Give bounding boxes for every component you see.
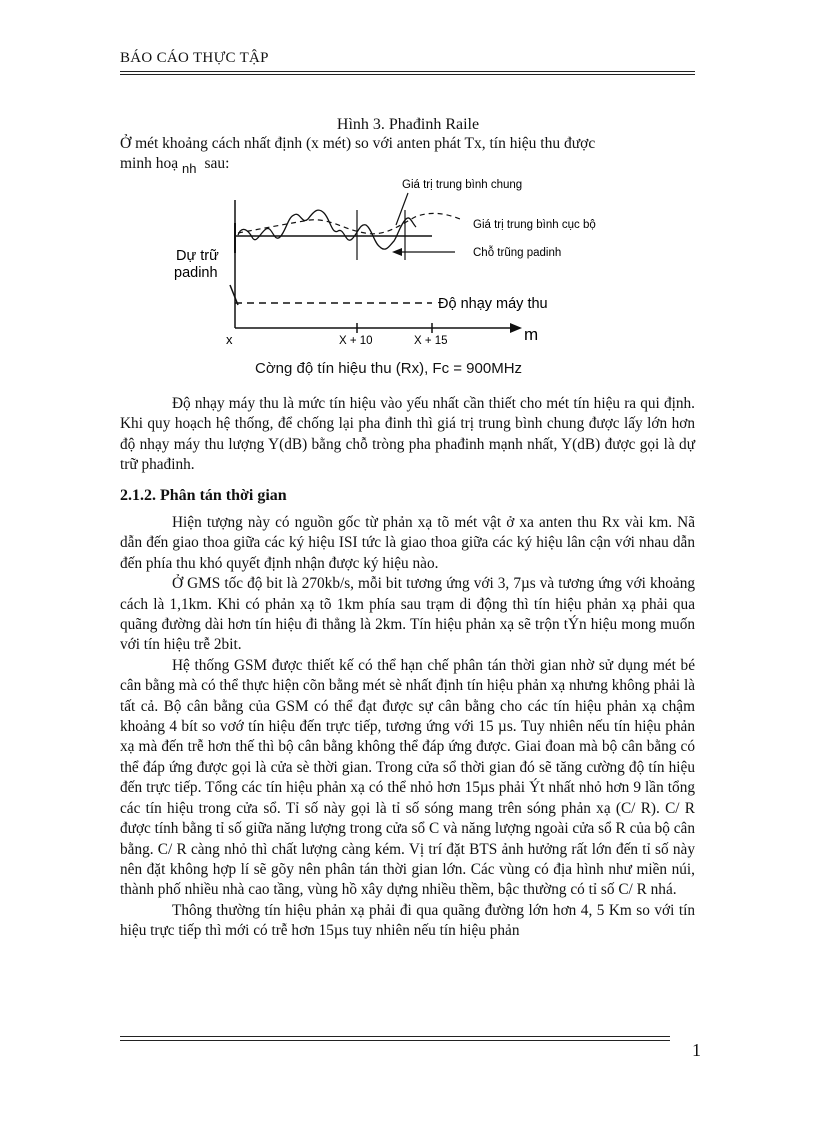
- figure-caption: Cờng độ tín hiệu thu (Rx), Fc = 900MHz: [255, 360, 523, 377]
- tick-label-x15: X + 15: [414, 335, 448, 347]
- page-header-title: BÁO CÁO THỰC TẬP: [120, 50, 269, 66]
- section-heading: 2.1.2. Phân tán thời gian: [120, 487, 287, 504]
- footer-rule: [120, 1036, 670, 1037]
- paragraph: Ở GMS tốc độ bit là 270kb/s, mỗi bit tương ứng với 3, 7µs và tương ứng với khoảng cách là 1,1km. Khi có phản xạ tõ 1km phía sau trạm di động thì tín hiệu phản xạ phải qua quãng đường dài hơn tín hiệu đi thẳng là 2km. Tín hiệu phản xạ sẽ trộn tÝn hiệu mong muốn với tín hiệu trễ 2bit.: [120, 575, 695, 654]
- section-body: [120, 513, 695, 942]
- header-rule: [120, 71, 695, 72]
- footer-rule-double: [120, 1040, 670, 1041]
- tick-label-x: x: [226, 332, 233, 347]
- label-fading-dip: Chỗ trũng padinh: [473, 247, 562, 259]
- paragraph-fading-margin: [120, 394, 695, 476]
- intro-line-1: Ở mét khoảng cách nhất định (x mét) so với anten phát Tx, tín hiệu thu được: [120, 135, 596, 152]
- dip-arrow-head: [392, 248, 402, 256]
- label-margin-2: padinh: [174, 265, 218, 281]
- paragraph: Hiện tượng này có nguồn gốc từ phản xạ tõ mét vật ở xa anten thu Rx vài km. Nã dẫn đến giao thoa giữa các ký hiệu ISI tức là giao thoa giữa các ký hiệu lân cận với nhau dẫn đến phía thu khó quyết định nhận được ký hiệu nào.: [120, 514, 695, 572]
- label-margin-1: Dự trữ: [176, 248, 219, 264]
- intro-nh: nh: [182, 161, 197, 176]
- label-x-axis: m: [524, 325, 539, 344]
- x-axis-arrow: [510, 323, 522, 333]
- tick-label-x10: X + 10: [339, 335, 373, 347]
- label-avg-local: Giá trị trung bình cục bộ: [473, 219, 596, 231]
- intro-line-2b: sau:: [204, 155, 230, 172]
- figure-title: Hình 3. Phađinh Raile: [336, 116, 480, 133]
- intro-line-2a: minh hoạ: [120, 155, 179, 172]
- signal-curve: [238, 210, 416, 249]
- label-sensitivity: Độ nhạy máy thu: [438, 296, 548, 312]
- label-avg-global: Giá trị trung bình chung: [402, 179, 523, 191]
- paragraph: Hệ thống GSM được thiết kế có thể hạn chế phân tán thời gian nhờ sử dụng mét bé cân bằng mà có thể thực hiện cõn bằng mét sè nhất định tín hiệu phản xạ nhưng không phải là tất cả. Bộ cân bằng của GSM có thể đạt được sự cân bằng cho các tín hiệu phản xạ chậm khoảng 4 bít so vơớ tín hiệu đến trực tiếp, tương ứng với 15 µs. Tuy nhiên nếu tín hiệu phản xạ mà đến trễ hơn thế thì bộ cân bằng không thể đáp ứng được. Giai đoan mà bộ cân bằng có thể đáp ứng được gọi là cửa sè thời gian. Trong cửa sổ thời gian đó sẽ tăng cường độ tín hiệu đến trực tiếp. Tổng các tín hiệu phản xạ có thể nhỏ hơn 15µs phải Ýt nhất nhỏ hơn 9 lần tổng các tín hiệu trong cửa sổ. Tỉ số này gọi là tỉ số sóng mang trên sóng phản xạ (C/ R). C/ R được tính bằng tỉ số giữa năng lượng trong cửa sổ C và năng lượng ngoài cửa sổ R của bộ cân bằng. C/ R càng nhỏ thì chất lượng càng kém. Vị trí đặt BTS ảnh hưởng rất lớn đến tỉ số này nên đặt không hợp lí sẽ gõy nên phân tán thời gian lớn. Các vùng có địa hình như miền núi, thành phố nhiều nhà cao tầng, vùng hồ xây dựng nhiều thềm, bậc thường có tỉ số C/ R nhá.: [120, 656, 695, 899]
- avg-arrow: [396, 193, 408, 225]
- fading-diagram: [160, 175, 596, 355]
- margin-tick-bottom: [230, 285, 238, 305]
- paragraph: Thông thường tín hiệu phản xạ phải đi qua quãng đường lớn hơn 4, 5 Km so với tín hiệu trực tiếp thì mới có trễ hơn 15µs tuy nhiên nếu tín hiệu phản: [120, 901, 695, 940]
- paragraph: Độ nhạy máy thu là mức tín hiệu vào yếu nhất cần thiết cho mét tín hiệu ra qui định. Khi quy hoạch hệ thống, để chống lại pha đinh thì giá trị trung bình chung được lấy lớn hơn độ nhạy máy thu lượng Y(dB) bằng chỗ tròng pha phađinh mạnh nhất, Y(dB) được gọi là dự trữ phađinh.: [120, 395, 695, 474]
- page-number: 1: [692, 1040, 701, 1060]
- header-rule-double: [120, 74, 695, 75]
- figure-intro: [120, 134, 695, 174]
